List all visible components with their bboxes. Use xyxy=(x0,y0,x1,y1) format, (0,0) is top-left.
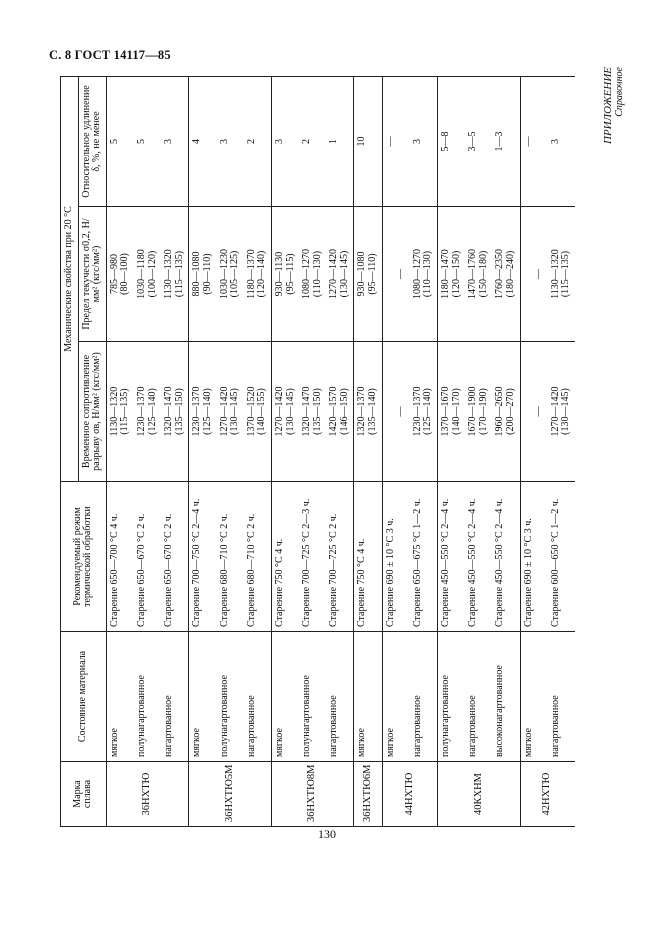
alloy-group-row xyxy=(189,77,272,827)
tensile-value: (130—145) xyxy=(229,388,241,435)
treatment-cell xyxy=(189,482,272,632)
tensile-value: (125—140) xyxy=(201,388,213,435)
yield-value: 930—1130 xyxy=(273,251,285,297)
col-header-tensile: Временное сопротивление разрыву σв, Н/мм² (кгс/мм²) xyxy=(78,342,106,482)
alloy-cell: 40КХНМ xyxy=(438,762,521,827)
alloy-group-row xyxy=(106,77,189,827)
yield-value: 1760—2350 xyxy=(494,249,506,299)
state-value: высоконагартованное xyxy=(494,665,506,757)
state-value: мягкое xyxy=(522,728,534,757)
tensile-cell xyxy=(354,342,382,482)
elongation-value: 2 xyxy=(301,139,313,144)
treatment-cell xyxy=(382,482,437,632)
elongation-value: 5 xyxy=(135,139,147,144)
tensile-value: 1270—1420 xyxy=(549,386,561,437)
yield-value: (115—135) xyxy=(560,250,572,298)
treatment-cell xyxy=(520,482,575,632)
yield-value: 1180—1470 xyxy=(440,249,452,299)
yield-value: (110—130) xyxy=(311,250,323,298)
yield-value: 785—980 xyxy=(108,254,120,294)
state-cell xyxy=(106,632,189,762)
state-value: мягкое xyxy=(273,728,285,757)
col-header-alloy: Марка сплава xyxy=(61,762,107,827)
elongation-value: 4 xyxy=(191,139,203,144)
tensile-cell xyxy=(106,342,189,482)
elongation-value: 3 xyxy=(411,139,423,144)
yield-value: — xyxy=(395,269,407,279)
tensile-value: 1420—1570 xyxy=(328,386,340,437)
treatment-value: Старение 450—550 °С 2—4 ч. xyxy=(494,498,506,627)
elongation-cell xyxy=(438,77,521,207)
tensile-value: (140—155) xyxy=(256,388,268,435)
tensile-value: 1670—1900 xyxy=(467,386,479,437)
elongation-value: 5 xyxy=(108,139,120,144)
state-cell xyxy=(438,632,521,762)
elongation-cell xyxy=(271,77,354,207)
tensile-value: 1270—1420 xyxy=(273,386,285,437)
treatment-value: Старение 450—550 °С 2—4 ч. xyxy=(467,498,479,627)
col-header-state: Состояние материала xyxy=(61,632,107,762)
tensile-value: (135—150) xyxy=(173,388,185,435)
treatment-value: Старение 690 ± 10 °С 3 ч. xyxy=(522,518,534,627)
treatment-value: Старение 700—750 °С 2—4 ч. xyxy=(191,498,203,627)
state-cell xyxy=(382,632,437,762)
alloy-group-row xyxy=(382,77,437,827)
state-value: нагартованное xyxy=(467,695,479,757)
yield-value: 1180—1370 xyxy=(245,249,257,299)
yield-value: (80—100) xyxy=(119,253,131,295)
tensile-value: (125—140) xyxy=(422,388,434,435)
appendix-subtitle: Справочное xyxy=(614,67,625,117)
treatment-value: Старение 680—710 °С 2 ч. xyxy=(245,513,257,627)
tensile-value: (200—270) xyxy=(505,388,516,435)
alloy-cell: 36НХТЮ8М xyxy=(271,762,354,827)
yield-value: 1030—1230 xyxy=(218,249,230,299)
treatment-value: Старение 750 °С 4 ч. xyxy=(356,538,368,627)
state-value: мягкое xyxy=(191,728,203,757)
tensile-value: (125—140) xyxy=(146,388,158,435)
state-value: нагартованное xyxy=(328,695,340,757)
elongation-value: 10 xyxy=(356,136,368,147)
yield-value: (180—240) xyxy=(505,250,516,298)
treatment-value: Старение 750 °С 4 ч. xyxy=(273,538,285,627)
yield-value: (115—135) xyxy=(173,250,185,298)
treatment-value: Старение 650—670 °С 2 ч. xyxy=(163,513,175,627)
treatment-value: Старение 700—725 °С 2—3 ч. xyxy=(301,498,313,627)
treatment-value: Старение 600—650 °С 1—2 ч. xyxy=(549,498,561,627)
treatment-cell xyxy=(106,482,189,632)
state-cell xyxy=(271,632,354,762)
elongation-value: 5—8 xyxy=(440,131,452,152)
state-value: нагартованное xyxy=(245,695,257,757)
elongation-value: 3 xyxy=(218,139,230,144)
elongation-value: — xyxy=(384,136,396,147)
alloy-cell: 44НХТЮ xyxy=(382,762,437,827)
yield-value: 1130—1320 xyxy=(163,249,175,299)
tensile-value: (146—150) xyxy=(338,388,350,435)
rotated-content xyxy=(60,67,625,827)
properties-table xyxy=(60,76,575,827)
tensile-value: (115—135) xyxy=(119,388,131,435)
alloy-cell: 36НХТЮ6М xyxy=(354,762,382,827)
yield-cell xyxy=(189,207,272,342)
yield-value: 930—1080 xyxy=(356,251,368,297)
yield-value: (120—150) xyxy=(450,250,462,298)
elongation-value: 3 xyxy=(549,139,561,144)
tensile-value: 1230—1370 xyxy=(135,386,147,437)
tensile-value: 1230—1370 xyxy=(411,386,423,437)
alloy-group-row xyxy=(271,77,354,827)
elongation-value: 1—3 xyxy=(494,131,506,152)
tensile-value: 1370—1520 xyxy=(245,386,257,437)
alloy-cell: 36НХТЮ5М xyxy=(189,762,272,827)
yield-cell xyxy=(106,207,189,342)
yield-value: 1130—1320 xyxy=(549,249,561,299)
elongation-value: 3 xyxy=(273,139,285,144)
col-header-mechanical: Механические свойства при 20 °С xyxy=(61,77,79,482)
yield-value: (100—120) xyxy=(146,250,158,298)
treatment-value: Старение 650—670 °С 2 ч. xyxy=(135,513,147,627)
tensile-value: 1320—1470 xyxy=(163,386,175,437)
treatment-value: Старение 680—710 °С 2 ч. xyxy=(218,513,230,627)
header-row-1 xyxy=(61,77,79,827)
tensile-value: (135—150) xyxy=(311,388,323,435)
tensile-value: (130—145) xyxy=(560,388,572,435)
tensile-value: (130—145) xyxy=(284,388,296,435)
yield-value: 880—1080 xyxy=(191,251,203,297)
tensile-value: 1370—1670 xyxy=(440,386,452,437)
yield-value: 1470—1760 xyxy=(467,249,479,299)
elongation-cell xyxy=(382,77,437,207)
yield-value: (110—130) xyxy=(422,250,434,298)
elongation-cell xyxy=(189,77,272,207)
treatment-value: Старение 450—550 °С 2—4 ч. xyxy=(440,498,452,627)
tensile-cell xyxy=(382,342,437,482)
yield-value: (130—145) xyxy=(338,250,350,298)
treatment-cell xyxy=(438,482,521,632)
tensile-cell xyxy=(271,342,354,482)
col-header-treatment: Рекомендуемый режим термической обработки xyxy=(61,482,107,632)
elongation-value: 2 xyxy=(245,139,257,144)
yield-value: — xyxy=(533,269,545,279)
tensile-value: (170—190) xyxy=(477,388,489,435)
tensile-value: (140—170) xyxy=(450,388,462,435)
state-value: мягкое xyxy=(384,728,396,757)
tensile-cell xyxy=(438,342,521,482)
tensile-value: 1130—1320 xyxy=(108,386,120,437)
yield-value: (150—180) xyxy=(477,250,489,298)
state-cell xyxy=(520,632,575,762)
state-value: нагартованное xyxy=(549,695,561,757)
elongation-cell xyxy=(106,77,189,207)
yield-value: (105—125) xyxy=(229,250,241,298)
state-cell xyxy=(354,632,382,762)
appendix-block xyxy=(603,67,625,187)
yield-cell xyxy=(354,207,382,342)
state-value: полунагартованное xyxy=(218,675,230,757)
state-cell xyxy=(189,632,272,762)
tensile-value: — xyxy=(395,406,407,417)
treatment-cell xyxy=(354,482,382,632)
state-value: полунагартованное xyxy=(440,675,452,757)
yield-value: (90—110) xyxy=(201,253,213,295)
elongation-value: 3 xyxy=(163,139,175,144)
tensile-cell xyxy=(189,342,272,482)
yield-value: (95—110) xyxy=(367,253,379,295)
col-header-yield: Предел текучести σ0,2, Н/мм² (кгс/мм²) xyxy=(78,207,106,342)
yield-value: (95—115) xyxy=(284,253,296,295)
treatment-value: Старение 650—700 °С 4 ч. xyxy=(108,513,120,627)
alloy-group-row xyxy=(438,77,521,827)
yield-cell xyxy=(271,207,354,342)
yield-value: 1030—1180 xyxy=(135,249,147,299)
yield-cell xyxy=(438,207,521,342)
tensile-value: 1270—1420 xyxy=(218,386,230,437)
alloy-group-row xyxy=(354,77,382,827)
tensile-value: (135—140) xyxy=(367,388,379,435)
page-header: С. 8 ГОСТ 14117—85 xyxy=(49,48,171,62)
tensile-value: 1320—1470 xyxy=(301,386,313,437)
tensile-value: 1320—1370 xyxy=(356,386,368,437)
page-number: 130 xyxy=(318,827,336,841)
yield-cell xyxy=(520,207,575,342)
elongation-value: 3—5 xyxy=(467,131,479,152)
treatment-cell xyxy=(271,482,354,632)
yield-value: 1080—1270 xyxy=(411,249,423,299)
tensile-value: — xyxy=(533,406,545,417)
treatment-value: Старение 650—675 °С 1—2 ч. xyxy=(411,498,423,627)
state-value: полунагартованное xyxy=(135,675,147,757)
tensile-value: 1960—2650 xyxy=(494,386,506,437)
yield-cell xyxy=(382,207,437,342)
tensile-cell xyxy=(520,342,575,482)
elongation-cell xyxy=(520,77,575,207)
alloy-cell: 42НХТЮ xyxy=(520,762,575,827)
alloy-group-row xyxy=(520,77,575,827)
state-value: нагартованное xyxy=(163,695,175,757)
state-value: мягкое xyxy=(108,728,120,757)
state-value: полунагартованное xyxy=(301,675,313,757)
elongation-cell xyxy=(354,77,382,207)
elongation-value: — xyxy=(522,136,534,147)
yield-value: 1270—1420 xyxy=(328,249,340,299)
treatment-value: Старение 700—725 °С 2 ч. xyxy=(328,513,340,627)
col-header-elongation: Относительное удлинение δ, %, не менее xyxy=(78,77,106,207)
tensile-value: 1230—1370 xyxy=(191,386,203,437)
alloy-cell: 36НХТЮ xyxy=(106,762,189,827)
state-value: мягкое xyxy=(356,728,368,757)
yield-value: 1080—1270 xyxy=(301,249,313,299)
appendix-title: ПРИЛОЖЕНИЕ xyxy=(602,67,614,144)
yield-value: (120—140) xyxy=(256,250,268,298)
treatment-value: Старение 690 ± 10 °С 3 ч. xyxy=(384,518,396,627)
elongation-value: 1 xyxy=(328,139,340,144)
state-value: нагартованное xyxy=(411,695,423,757)
